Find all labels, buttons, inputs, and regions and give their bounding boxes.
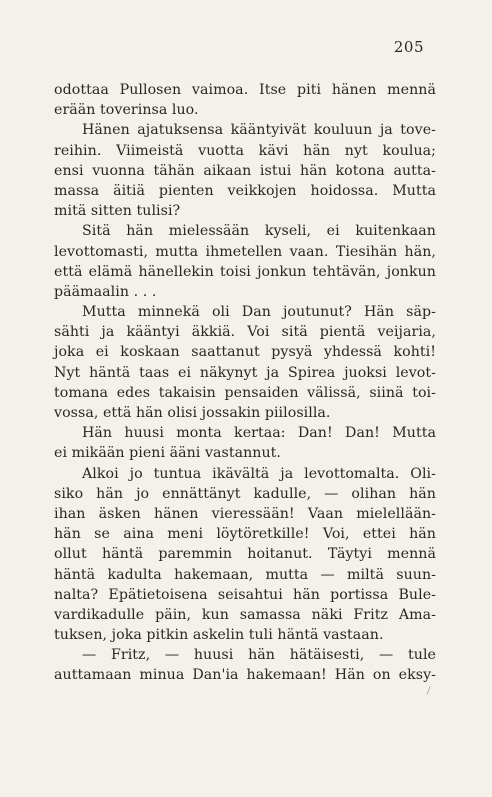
paper-speck — [426, 686, 430, 695]
text-line: ihan äsken hänen vieressään! Vaan mielellään- — [54, 505, 436, 522]
paragraph-start-line: Hän huusi monta kertaa: Dan! Dan! Mutta — [82, 425, 436, 442]
text-line: reihin. Viimeistä vuotta kävi hän nyt koulua; — [54, 142, 436, 159]
text-line: joka ei koskaan saattanut pysyä yhdessä kohti! — [54, 344, 436, 361]
paragraph-start-line: Sitä hän mielessään kyseli, ei kuitenkaan — [82, 223, 436, 240]
body-text — [54, 80, 436, 686]
text-line: häntä kadulta hakemaan, mutta — miltä suun- — [54, 566, 436, 583]
text-line: tuksen, joka pitkin askelin tuli häntä vastaan. — [54, 627, 384, 644]
paragraph-start-line: Hänen ajatuksensa kääntyivät kouluun ja tove- — [82, 122, 436, 139]
paragraph-start-line: Mutta minnekä oli Dan joutunut? Hän säp- — [82, 304, 436, 321]
text-line: auttamaan minua Dan'ia hakemaan! Hän on eksy- — [54, 667, 436, 684]
paragraph-start-line: Alkoi jo tuntua ikävältä ja levottomalta. Oli- — [82, 465, 436, 482]
text-line: massa äitiä pienten veikkojen hoidossa. Mutta — [54, 182, 436, 199]
text-line: tomana edes takaisin pensaiden välissä, siinä toi- — [54, 384, 436, 401]
text-line: sähti ja kääntyi äkkiä. Voi sitä pientä veijaria, — [54, 324, 436, 341]
text-line: odottaa Pullosen vaimoa. Itse piti hänen mennä — [54, 82, 436, 98]
text-line: että elämä hänellekin toisi jonkun tehtävän, jonkun — [54, 263, 436, 280]
page-number: 205 — [393, 38, 424, 56]
text-line: erään toverinsa luo. — [54, 102, 199, 119]
text-line: siko hän jo ennättänyt kadulle, — olihan hän — [54, 485, 436, 502]
text-line: ollut häntä paremmin hoitanut. Täytyi mennä — [54, 546, 436, 563]
text-line: mitä sitten tulisi? — [54, 203, 181, 220]
text-line: ei mikään pieni ääni vastannut. — [54, 445, 281, 462]
text-line: Nyt häntä taas ei näkynyt ja Spirea juoksi levot- — [54, 364, 436, 381]
text-line: hän se aina meni löytöretkille! Voi, ettei hän — [54, 526, 436, 543]
text-line: vardikadulle päin, kun samassa näki Fritz Ama- — [54, 606, 436, 623]
text-line: levottomasti, mutta ihmetellen vaan. Tiesihän hän, — [54, 243, 436, 260]
paragraph-start-line: — Fritz, — huusi hän hätäisesti, — tule — [82, 647, 436, 664]
text-line: ensi vuonna tähän aikaan istui hän kotona autta- — [54, 162, 436, 179]
text-line: nalta? Epätietoisena seisahtui hän portissa Bule- — [54, 586, 436, 603]
text-line: päämaalin . . . — [54, 283, 157, 300]
text-line: vossa, että hän olisi jossakin piilosilla. — [54, 405, 331, 421]
